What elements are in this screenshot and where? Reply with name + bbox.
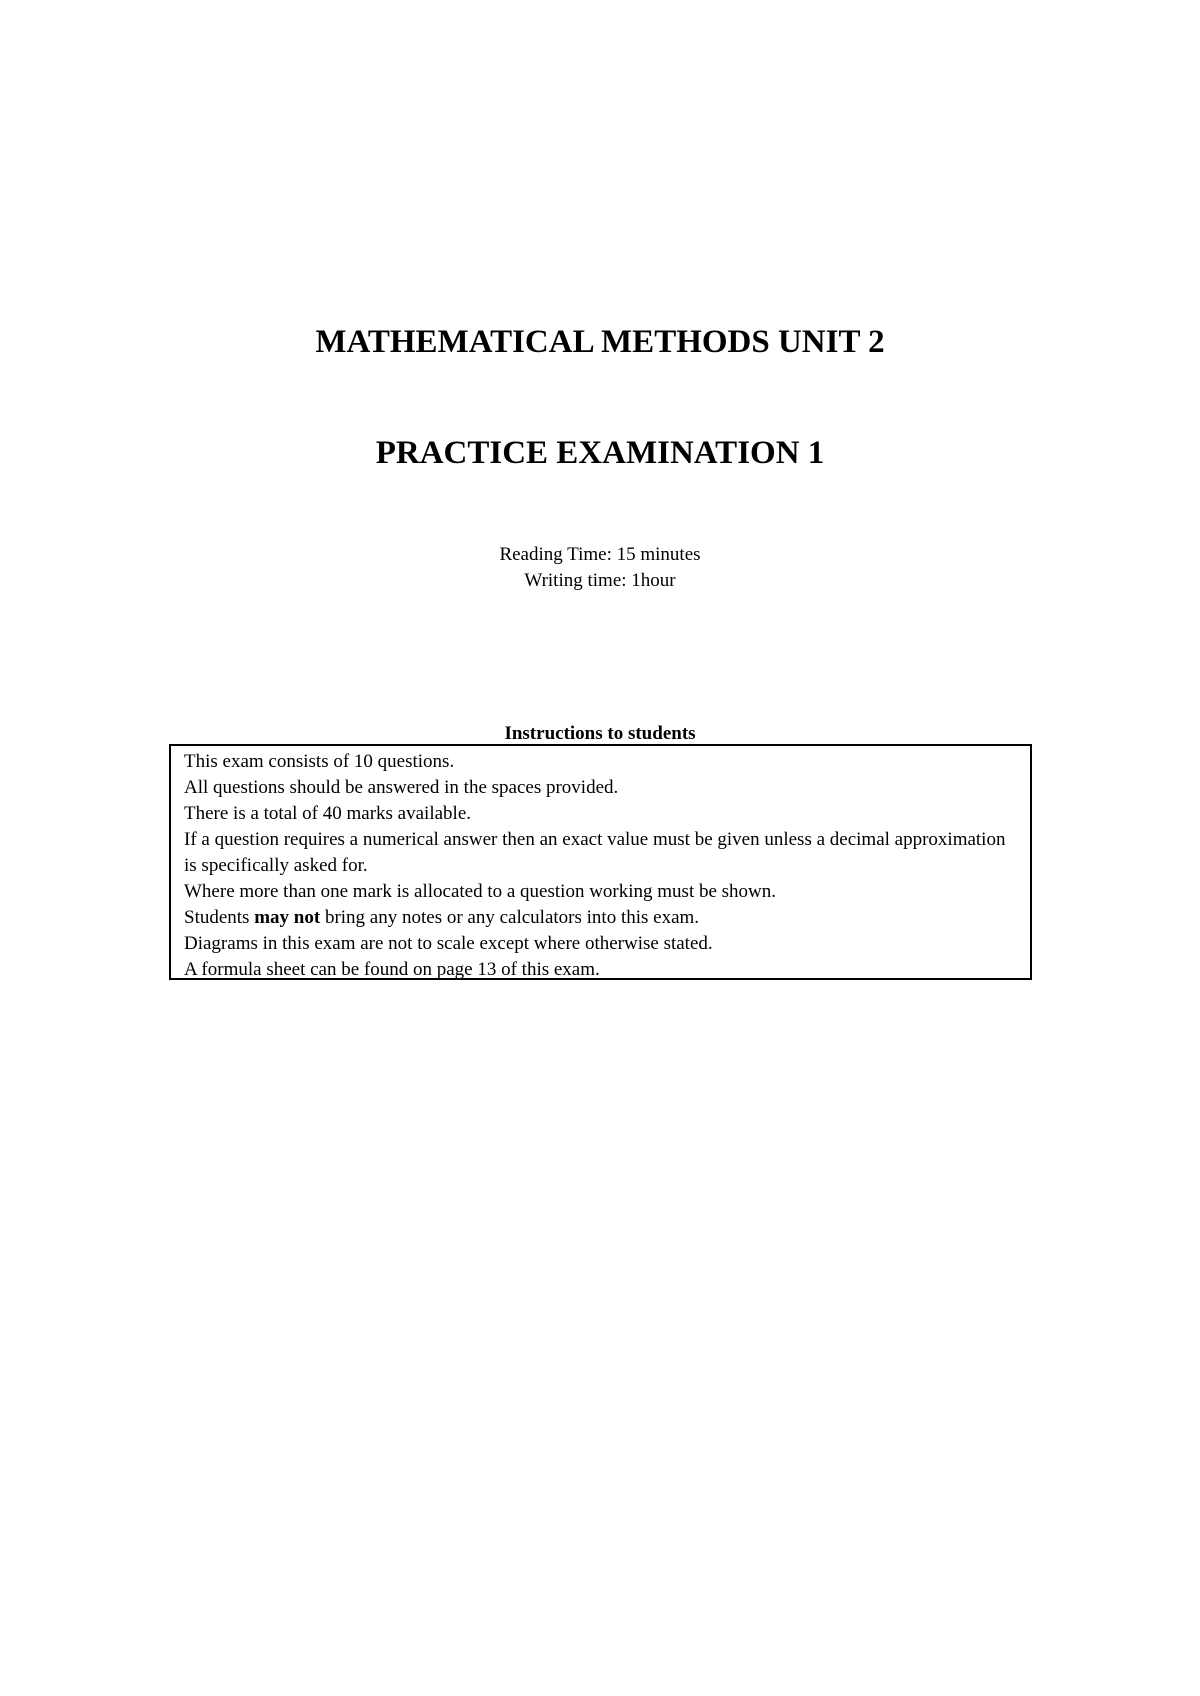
exam-subtitle: PRACTICE EXAMINATION 1 — [375, 435, 825, 471]
instruction-text: Students — [184, 907, 255, 928]
reading-time: Reading Time: 15 minutes — [499, 544, 701, 565]
exam-timing — [0, 542, 1200, 594]
instruction-line: All questions should be answered in the spaces provided. — [184, 777, 619, 798]
instruction-line: There is a total of 40 marks available. — [184, 803, 472, 824]
instruction-line: A formula sheet can be found on page 13 of this exam. — [184, 959, 600, 980]
instruction-line: If a question requires a numerical answer then an exact value must be given unless a decimal approximation is specifically asked for. — [184, 829, 1006, 876]
instruction-line: This exam consists of 10 questions. — [184, 751, 455, 772]
instruction-text: bring any notes or any calculators into this exam. — [320, 907, 700, 928]
instruction-line: Where more than one mark is allocated to a question working must be shown. — [184, 881, 777, 902]
instruction-emphasis: may not — [254, 907, 321, 928]
exam-title: MATHEMATICAL METHODS UNIT 2 — [315, 324, 885, 360]
instructions-box — [169, 744, 1032, 980]
instruction-line-notes-rule — [184, 905, 1020, 931]
instructions-heading: Instructions to students — [504, 723, 696, 744]
writing-time: Writing time: 1hour — [524, 570, 676, 591]
instruction-line: Diagrams in this exam are not to scale except where otherwise stated. — [184, 933, 713, 954]
